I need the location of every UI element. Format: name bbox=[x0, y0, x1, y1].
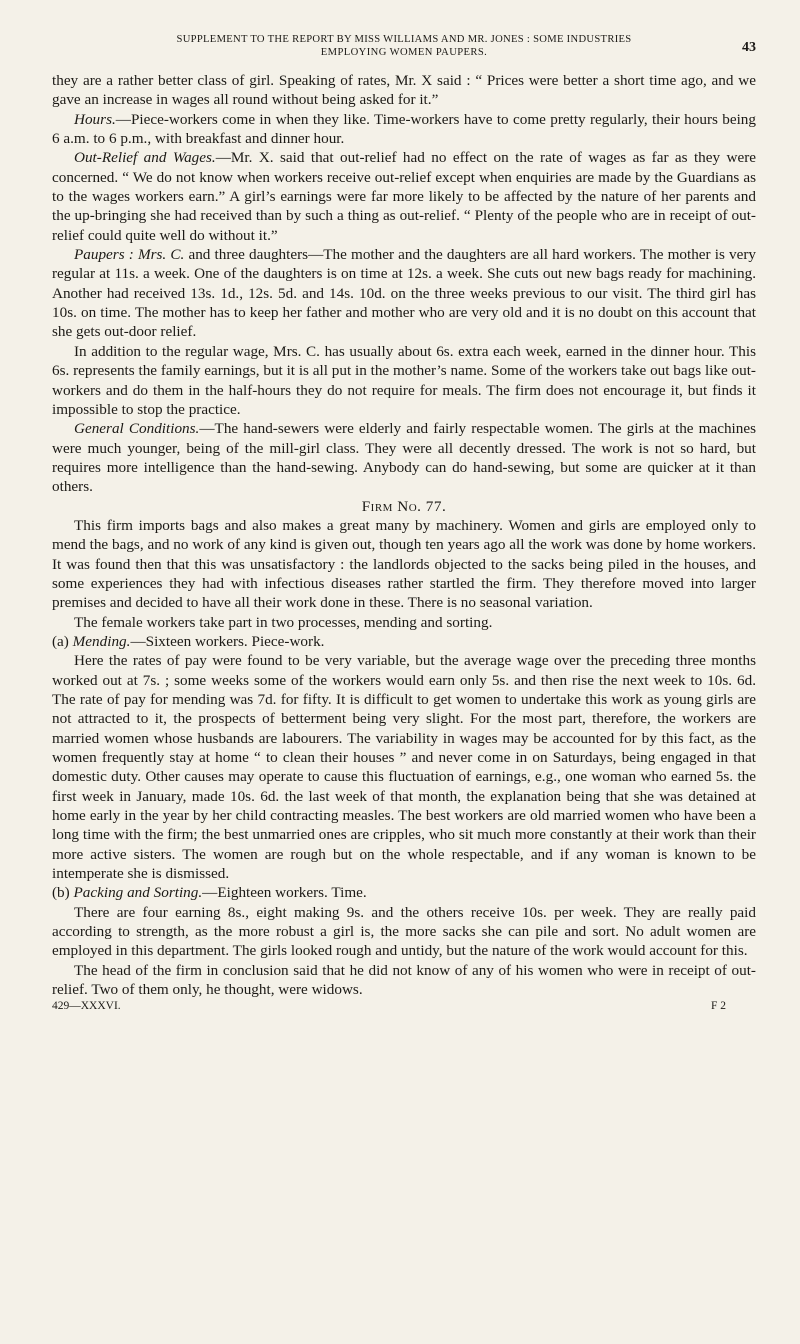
page-number: 43 bbox=[742, 40, 756, 55]
running-subheader: EMPLOYING WOMEN PAUPERS. bbox=[320, 47, 488, 58]
paragraph-packing-wages: There are four earning 8s., eight making 9s. and the others receive 10s. per week. They are really paid according to strength, as the more robust a girl is, the more sacks she can pile and sort. No adult women are employed in this department. The girls looked rough and untidy, but the nature of the work would account for this. bbox=[52, 903, 756, 960]
paragraph-hours-text: —Piece-workers come in when they like. Time-workers have to come pretty regularly, their hours being 6 a.m. to 6 p.m., with breakfast and dinner hour. bbox=[52, 110, 756, 148]
paragraph-firm-description: This firm imports bags and also makes a great many by machinery. Women and girls are employed only to mend the bags, and no work of any kind is given out, though ten years ago all the work was done by home workers. It was found then that this was unsatisfactory : the landlords objected to the sacks being piled in the houses, and some experiences they had with infectious diseases rather startled the firm. They therefore moved into larger premises and decided to have all their work done in these. There is no seasonal variation. bbox=[52, 516, 756, 612]
paragraph-general-conditions bbox=[52, 419, 756, 496]
section-heading-general-conditions: General Conditions. bbox=[74, 420, 200, 438]
subsection-mending-text: —Sixteen workers. Piece-work. bbox=[130, 632, 325, 650]
page-footer bbox=[52, 1000, 756, 1012]
paragraph-general-conditions-text: —The hand-sewers were elderly and fairly respectable women. The girls at the machines were much younger, being of the mill-girl class. They were all decently dressed. The work is not so hard, but requires more intelligence than the hand-sewing. Anybody can do hand-sewing, but some are quicker at it than others. bbox=[52, 420, 756, 496]
subsection-label-b: (b) bbox=[52, 884, 74, 902]
paragraph-out-relief-text: —Mr. X. said that out-relief had no effect on the rate of wages as far as they were concerned. “ We do not know when workers receive out-relief except when enquiries are made by the Guardians as to the wages workers earn.” A girl’s earnings were far more likely to be affected by the nature of her parents and the up-bringing she had received than by such a thing as out-relief. “ Plenty of the people who are in receipt of out-relief could quite well do without it.” bbox=[52, 149, 757, 244]
running-header: SUPPLEMENT TO THE REPORT BY MISS WILLIAMS AND MR. JONES : SOME INDUSTRIES bbox=[176, 34, 632, 45]
footer-signature: F 2 bbox=[710, 999, 726, 1012]
subsection-label-a: (a) bbox=[52, 632, 73, 650]
paragraph-paupers-text: and three daughters—The mother and the daughters are all hard workers. The mother is very regular at 11s. a week. One of the daughters is on time at 12s. a week. She cuts out new bags ready for machining. Another had received 13s. 1d., 12s. 5d. and 14s. 10d. on the three weeks previous to our visit. The third girl has 10s. on time. The mother has to keep her father and mother who are very old and it is no doubt on this account that she gets out-door relief. bbox=[52, 246, 757, 341]
section-heading-packing: Packing and Sorting. bbox=[73, 884, 203, 902]
paragraph-out-relief bbox=[52, 148, 756, 245]
footer-code: 429—XXXVI. bbox=[52, 999, 121, 1012]
paragraph-paupers bbox=[52, 245, 756, 342]
section-heading-mending: Mending. bbox=[72, 632, 131, 650]
paragraph-hours bbox=[52, 110, 756, 149]
paragraph-conclusion: The head of the firm in conclusion said that he did not know of any of his women who were in receipt of out-relief. Two of them only, he thought, were widows. bbox=[52, 961, 756, 999]
section-heading-hours: Hours. bbox=[74, 110, 116, 128]
paragraph-mending-rates: Here the rates of pay were found to be very variable, but the average wage over the preceding three months worked out at 7s. ; some weeks some of the workers would earn only 5s. and then rise the next week to 10s. 6d. The rate of pay for mending was 7d. for fifty. It is difficult to get women to undertake this work as young girls are not attracted to it, the prospects of betterment being very slight. For the most part, therefore, the workers are married women whose husbands are labourers. The variability in wages may be accounted for by this fact, as the women frequently stay at home “ to clean their houses ” and never come in on Saturdays, being engaged in that domestic duty. Other causes may operate to cause this fluctuation of earnings, e.g., one woman who earned 5s. the first week in January, made 10s. 6d. the last week of that month, the explanation being that she was detained at home early in the year by her child contracting measles. The best workers are old married women who have been a long time with the firm; the best unmarried ones are cripples, who sit much more constantly at their work than their more active sisters. The women are rough but on the whole respectable, and if any woman is known to be intemperate she is dismissed. bbox=[52, 652, 756, 883]
paragraph-extra-wage: In addition to the regular wage, Mrs. C. has usually about 6s. extra each week, earned in the dinner hour. This 6s. represents the family earnings, but it is all put in the mother’s name. Some of the workers take out bags like out-workers and do them in the half-hours they do not require for meals. The firm does not encourage it, but finds it impossible to stop the practice. bbox=[52, 342, 756, 418]
subsection-mending bbox=[52, 632, 756, 651]
section-heading-out-relief: Out-Relief and Wages. bbox=[74, 149, 216, 167]
subsection-packing bbox=[52, 883, 756, 902]
firm-heading: Firm No. 77. bbox=[361, 497, 447, 515]
paragraph-intro: they are a rather better class of girl. Speaking of rates, Mr. X said : “ Prices were better a short time ago, and we gave an increase in wages all round without being asked for it.” bbox=[52, 72, 756, 109]
subsection-packing-text: —Eighteen workers. Time. bbox=[202, 884, 367, 902]
paragraph-processes: The female workers take part in two processes, mending and sorting. bbox=[74, 613, 493, 631]
body-text bbox=[52, 71, 756, 1000]
section-heading-paupers: Paupers : Mrs. C. bbox=[74, 246, 185, 264]
